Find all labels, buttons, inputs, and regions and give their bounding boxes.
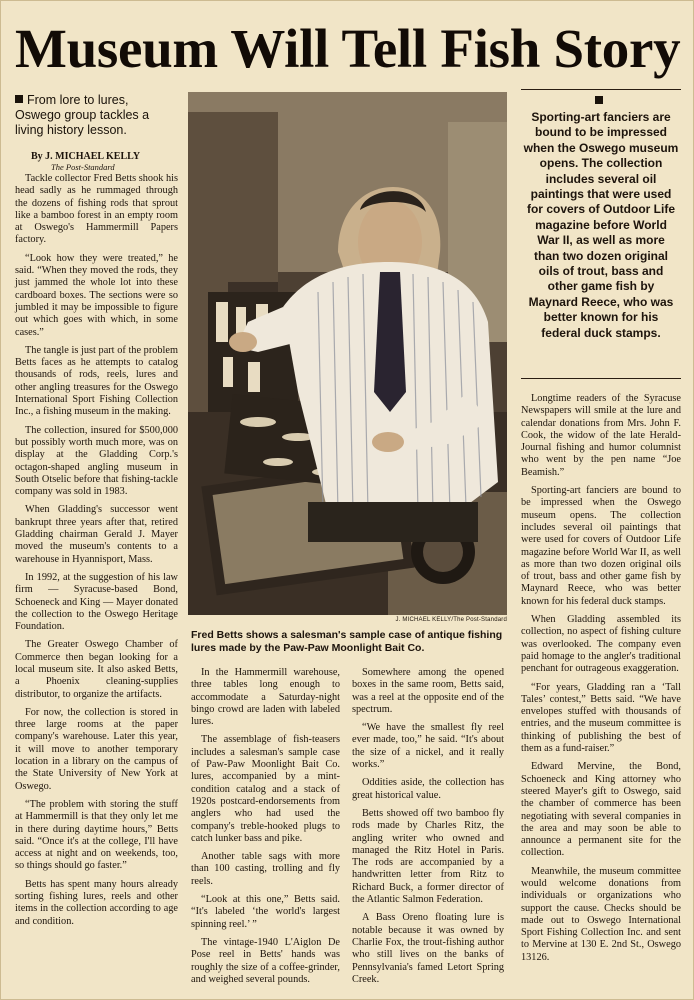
article-paragraph: Somewhere among the opened boxes in the same room, Betts said, was a reel at the opposite end of the spectrum.	[352, 667, 504, 715]
article-paragraph: Sporting-art fanciers are bound to be impressed when the Oswego museum opens. The collection includes several oil paintings that were used for covers of Outdoor Life magazine before World War II, as well as more than two dozen original oils of trout, bass and other game fish by Maynard Reece, who was better known for his federal duck stamps.	[521, 485, 681, 607]
article-column-4	[521, 393, 681, 970]
article-column-3	[352, 667, 504, 992]
article-paragraph: Longtime readers of the Syracuse Newspapers will smile at the lure and calendar donations from Mrs. John F. Cook, the widow of the late Herald-Journal fishing and humor columnist who went by the pen name “Joe Beamish.”	[521, 393, 681, 478]
pull-quote-text: Sporting-art fanciers are bound to be impressed when the Oswego museum opens. The collection includes several oil paintings that were used for covers of Outdoor Life magazine before World War II, as well as more than two dozen original oils of trout, bass and other game fish by Maynard Reece, who was better known for his federal duck stamps.	[523, 110, 679, 340]
article-paragraph: Betts has spent many hours already sorting fishing lures, reels and other items in the collection according to age and condition.	[15, 878, 178, 927]
article-paragraph: The collection, insured for $500,000 but possibly worth much more, was on display at the Gladding Corp.'s octagon-shaped angling museum in South Otselic before that fishing-tackle company was sold in 1983.	[15, 424, 178, 498]
pull-quote	[521, 89, 681, 379]
deck	[15, 93, 177, 138]
article-paragraph: For now, the collection is stored in three large rooms at the paper company's warehouse. Later this year, it will move to another temporary location in a library on the campus of the State University of New York at Oswego.	[15, 706, 178, 792]
article-paragraph: When Gladding assembled its collection, no aspect of fishing culture was overlooked. The company even paid homage to the angler's traditional penchant for outrageous exaggeration.	[521, 614, 681, 675]
byline	[31, 151, 171, 173]
article-paragraph: “For years, Gladding ran a ‘Tall Tales’ contest,” Betts said. “We have envelopes stuffed with thousands of entries, and the museum committee is thinking of publishing the best of them as a fund-raiser.”	[521, 681, 681, 755]
article-paragraph: A Bass Oreno floating lure is notable because it was owned by Charlie Fox, the trout-fishing author who still lives on the banks of Pennsylvania's famed Letort Spring Creek.	[352, 912, 504, 985]
article-paragraph: Edward Mervine, the Bond, Schoeneck and King attorney who steered Mayer's gift to Oswego, said the chamber of commerce has been negotiating with several companies in the area and may soon be able to announce a permanent site for the collection.	[521, 761, 681, 859]
article-paragraph: The Greater Oswego Chamber of Commerce then began looking for a local museum site. It also asked Betts, a Phoenix cleaning-supplies distributor, to organize the artifacts.	[15, 639, 178, 700]
article-paragraph: “The problem with storing the stuff at Hammermill is that they only let me in there during daytime hours,” Betts said. “Once it's at the college, I'll have access at night and on weekends, too, so things should go faster.”	[15, 798, 178, 872]
square-bullet-icon	[595, 96, 603, 104]
article-paragraph: The assemblage of fish-teasers includes a salesman's sample case of Paw-Paw Moonlight Bait Co. lures, accompanied by a mint-condition catalog and a stack of 1920s postcard-endorsements from anglers who had used the company's treble-hooked plugs to catch lunker bass and pike.	[191, 734, 340, 844]
byline-author: By J. MICHAEL KELLY	[31, 151, 141, 162]
photo-caption: Fred Betts shows a salesman's sample case of antique fishing lures made by the Paw-Paw Moonlight Bait Co.	[191, 629, 503, 654]
article-paragraph: Another table sags with more than 100 casting, trolling and fly reels.	[191, 851, 340, 887]
article-paragraph: Meanwhile, the museum committee would welcome donations from individuals or organizations who support the cause. Checks should be made out to Oswego International Sport Fishing Collection Inc. and sent to Mervine at 130 E. 2nd St., Oswego 13126.	[521, 865, 681, 963]
photo-credit: J. MICHAEL KELLY/The Post-Standard	[395, 617, 507, 623]
article-paragraph: Tackle collector Fred Betts shook his head sadly as he rummaged through the dozens of fishing rods that sprout like a bamboo forest in an empty room at Oswego's Hammermill Papers factory.	[15, 173, 178, 246]
article-paragraph: The vintage-1940 L'Aiglon De Pose reel in Betts' hands was roughly the size of a coffee-grinder, and weighed several pounds.	[191, 936, 340, 985]
article-paragraph: Betts showed off two bamboo fly rods made by Charles Ritz, the angling writer who owned and managed the Ritz Hotel in Paris. The rods are accompanied by a handwritten letter from Ritz to Richard Buck, a former director of the Atlantic Salmon Federation.	[352, 807, 504, 906]
byline-organization: The Post-Standard	[51, 162, 115, 172]
article-paragraph: When Gladding's successor went bankrupt three years after that, retired Gladding chairman Gerald J. Mayer moved the museum's contents to a warehouse in Hyannisport, Mass.	[15, 504, 178, 565]
article-column-2	[191, 667, 340, 992]
article-paragraph: The tangle is just part of the problem Betts faces as he attempts to catalog thousands of rods, reels, lures and other angling treasures for the Oswego International Sport Fishing Collection Inc., a fishing museum in the making.	[15, 344, 178, 418]
article-paragraph: Oddities aside, the collection has great historical value.	[352, 777, 504, 801]
article-paragraph: In 1992, at the suggestion of his law firm — Syracuse-based Bond, Schoeneck and King — Mayer donated the collection to the Oswego Heritage Foundation.	[15, 571, 178, 633]
article-paragraph: In the Hammermill warehouse, three tables long enough to accommodate a Saturday-night bingo crowd are laden with labeled lures.	[191, 667, 340, 728]
article-paragraph: “Look at this one,” Betts said. “It's labeled ‘the world's largest spinning reel.’ ”	[191, 894, 340, 930]
article-column-1	[15, 173, 178, 934]
square-bullet-icon	[15, 95, 23, 103]
article-paragraph: “Look how they were treated,” he said. “When they moved the rods, they just jammed the whole lot into these cardboard boxes. The sections were so jumbled it may be impossible to figure out which goes with which, in some cases.”	[15, 252, 178, 338]
deck-text: From lore to lures, Oswego group tackles a living history lesson.	[15, 93, 150, 137]
article-paragraph: “We have the smallest fly reel ever made, too,” he said. “It's about the size of a nickel, and it really works.”	[352, 722, 504, 771]
headline: Museum Will Tell Fish Story	[15, 18, 681, 79]
news-photo	[188, 92, 507, 615]
photo-illustration	[188, 92, 507, 615]
